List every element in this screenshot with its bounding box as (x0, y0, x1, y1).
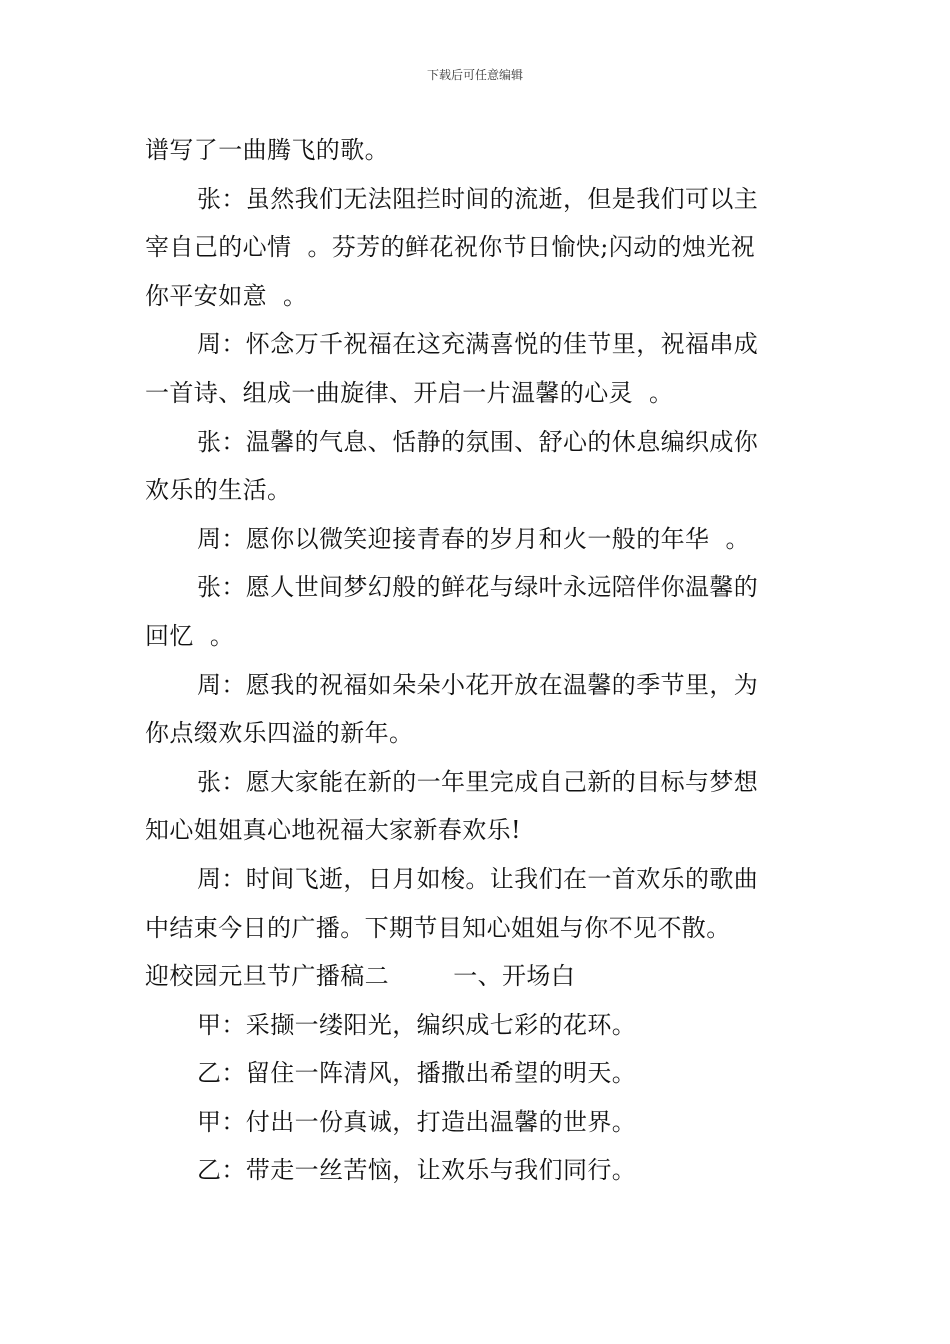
text-line: 张：虽然我们无法阻拦时间的流逝，但是我们可以主 (197, 184, 759, 213)
document-body (145, 130, 810, 1199)
text-line: 甲：付出一份真诚，打造出温馨的世界。 (197, 1107, 637, 1136)
text-line: 周：时间飞逝，日月如梭。让我们在一首欢乐的歌曲 (197, 864, 759, 893)
text-line: 欢乐的生活。 (145, 476, 292, 505)
text-line: 周：愿我的祝福如朵朵小花开放在温馨的季节里，为 (197, 670, 759, 699)
text-line: 中结束今日的广播。下期节目知心姐姐与你不见不散。 (145, 913, 731, 942)
text-line: 张：温馨的气息、恬静的氛围、舒心的休息编织成你 (197, 427, 759, 456)
text-line: 你点缀欢乐四溢的新年。 (145, 719, 414, 748)
text-line: 乙：带走一丝苦恼，让欢乐与我们同行。 (197, 1156, 637, 1185)
text-line: 乙：留住一阵清风，播撒出希望的明天。 (197, 1059, 637, 1088)
text-line: 谱写了一曲腾飞的歌。 (145, 136, 389, 164)
text-line: 宰自己的心情 。芬芳的鲜花祝你节日愉快;闪动的烛光祝 (145, 233, 756, 262)
text-line: 张：愿大家能在新的一年里完成自己新的目标与梦想 (197, 767, 759, 796)
section-title: 迎校园元旦节广播稿二 一、开场白 (145, 962, 576, 991)
text-line: 周：愿你以微笑迎接青春的岁月和火一般的年华 。 (197, 524, 750, 553)
text-line: 知心姐姐真心地祝福大家新春欢乐! (145, 816, 522, 845)
text-line: 一首诗、组成一曲旋律、开启一片温馨的心灵 。 (145, 378, 674, 407)
text-line: 回忆 。 (145, 621, 235, 650)
text-line: 你平安如意 。 (145, 281, 308, 310)
text-line: 张：愿人世间梦幻般的鲜花与绿叶永远陪伴你温馨的 (197, 573, 759, 602)
text-line: 周：怀念万千祝福在这充满喜悦的佳节里，祝福串成 (197, 330, 759, 359)
text-line: 甲：采撷一缕阳光，编织成七彩的花环。 (197, 1010, 637, 1039)
page-header: 下载后可任意编辑 (426, 68, 523, 82)
